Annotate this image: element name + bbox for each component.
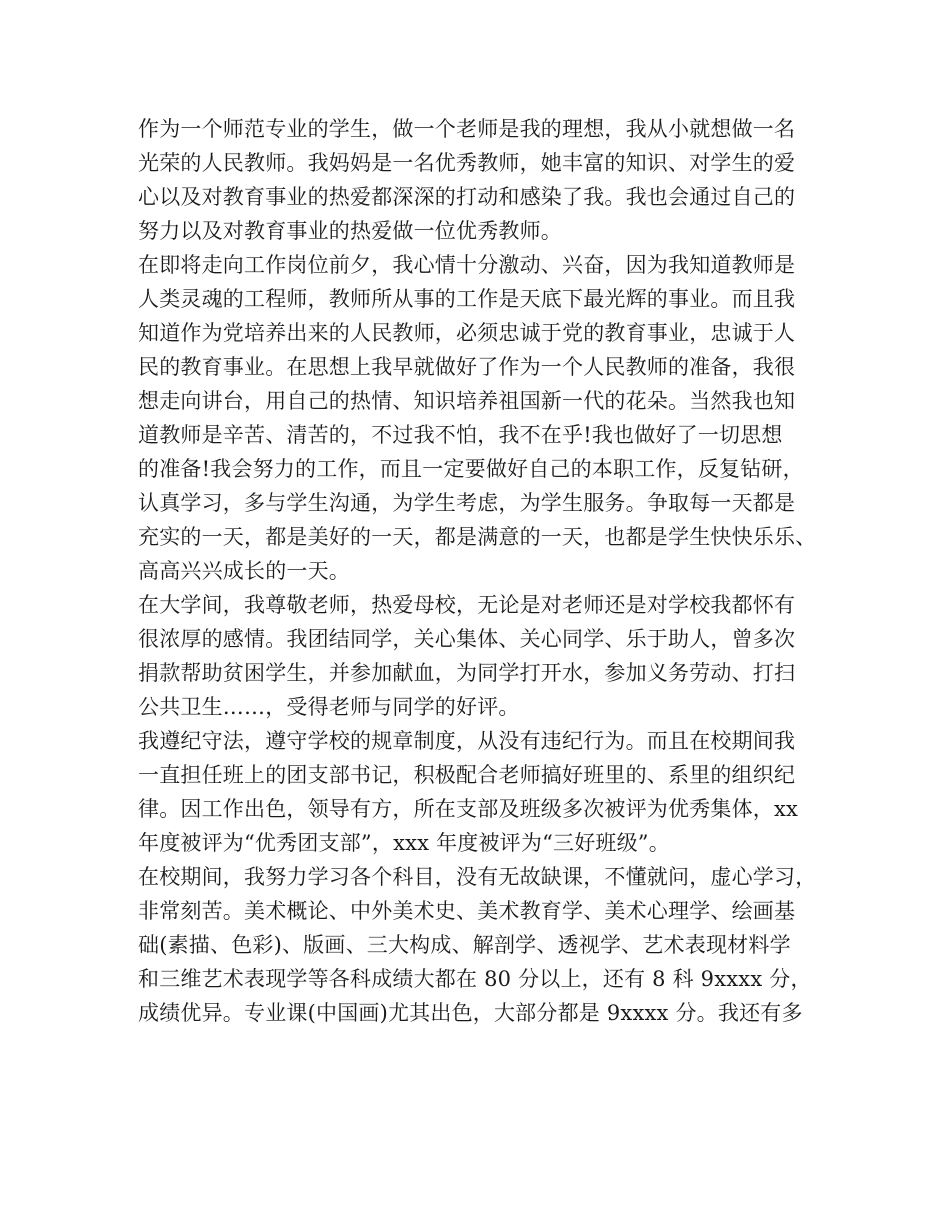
paragraph-4 <box>138 724 828 860</box>
document-body <box>138 112 828 1030</box>
text-line: 认真学习，多与学生沟通，为学生考虑，为学生服务。争取每一天都是 <box>138 491 796 515</box>
text-line: 一直担任班上的团支部书记，积极配合老师搞好班里的、系里的组织纪 <box>138 763 796 787</box>
text-line: 律。因工作出色，领导有方，所在支部及班级多次被评为优秀集体，xx <box>138 797 799 821</box>
text-line: 础(素描、色彩)、版画、三大构成、解剖学、透视学、艺术表现材料学 <box>138 933 791 957</box>
text-line: 在大学间，我尊敬老师，热爱母校，无论是对老师还是对学校我都怀有 <box>138 593 796 617</box>
paragraph-3 <box>138 588 828 724</box>
text-line: 的准备!我会努力的工作，而且一定要做好自己的本职工作，反复钻研， <box>138 457 804 481</box>
text-line: 知道作为党培养出来的人民教师，必须忠诚于党的教育事业，忠诚于人 <box>138 321 796 345</box>
text-line: 心以及对教育事业的热爱都深深的打动和感染了我。我也会通过自己的 <box>138 185 796 209</box>
text-line: 作为一个师范专业的学生，做一个老师是我的理想，我从小就想做一名 <box>138 117 796 141</box>
text-line: 想走向讲台，用自己的热情、知识培养祖国新一代的花朵。当然我也知 <box>138 389 796 413</box>
text-line: 充实的一天，都是美好的一天，都是满意的一天，也都是学生快快乐乐、 <box>138 525 817 549</box>
text-line: 道教师是辛苦、清苦的，不过我不怕，我不在乎!我也做好了一切思想 <box>138 423 783 447</box>
paragraph-1 <box>138 112 828 248</box>
text-line: 成绩优异。专业课(中国画)尤其出色，大部分都是 9xxxx 分。我还有多 <box>138 1001 803 1025</box>
text-line: 光荣的人民教师。我妈妈是一名优秀教师，她丰富的知识、对学生的爱 <box>138 151 796 175</box>
text-line: 高高兴兴成长的一天。 <box>138 559 350 583</box>
paragraph-2 <box>138 248 828 588</box>
text-line: 人类灵魂的工程师，教师所从事的工作是天底下最光辉的事业。而且我 <box>138 287 796 311</box>
text-line: 捐款帮助贫困学生，并参加献血，为同学打开水，参加义务劳动、打扫 <box>138 661 796 685</box>
text-line: 公共卫生……，受得老师与同学的好评。 <box>138 695 520 719</box>
text-line: 努力以及对教育事业的热爱做一位优秀教师。 <box>138 219 562 243</box>
text-line: 很浓厚的感情。我团结同学，关心集体、关心同学、乐于助人，曾多次 <box>138 627 796 651</box>
text-line: 我遵纪守法，遵守学校的规章制度，从没有违纪行为。而且在校期间我 <box>138 729 796 753</box>
text-line: 和三维艺术表现学等各科成绩大都在 80 分以上，还有 8 科 9xxxx 分， <box>138 967 812 991</box>
text-line: 年度被评为“优秀团支部”，xxx 年度被评为“三好班级”。 <box>138 831 670 855</box>
text-line: 在校期间，我努力学习各个科目，没有无故缺课，不懂就问，虚心学习， <box>138 865 817 889</box>
text-line: 在即将走向工作岗位前夕，我心情十分激动、兴奋，因为我知道教师是 <box>138 253 796 277</box>
text-line: 民的教育事业。在思想上我早就做好了作为一个人民教师的准备，我很 <box>138 355 796 379</box>
paragraph-5 <box>138 860 828 1030</box>
text-line: 非常刻苦。美术概论、中外美术史、美术教育学、美术心理学、绘画基 <box>138 899 796 923</box>
